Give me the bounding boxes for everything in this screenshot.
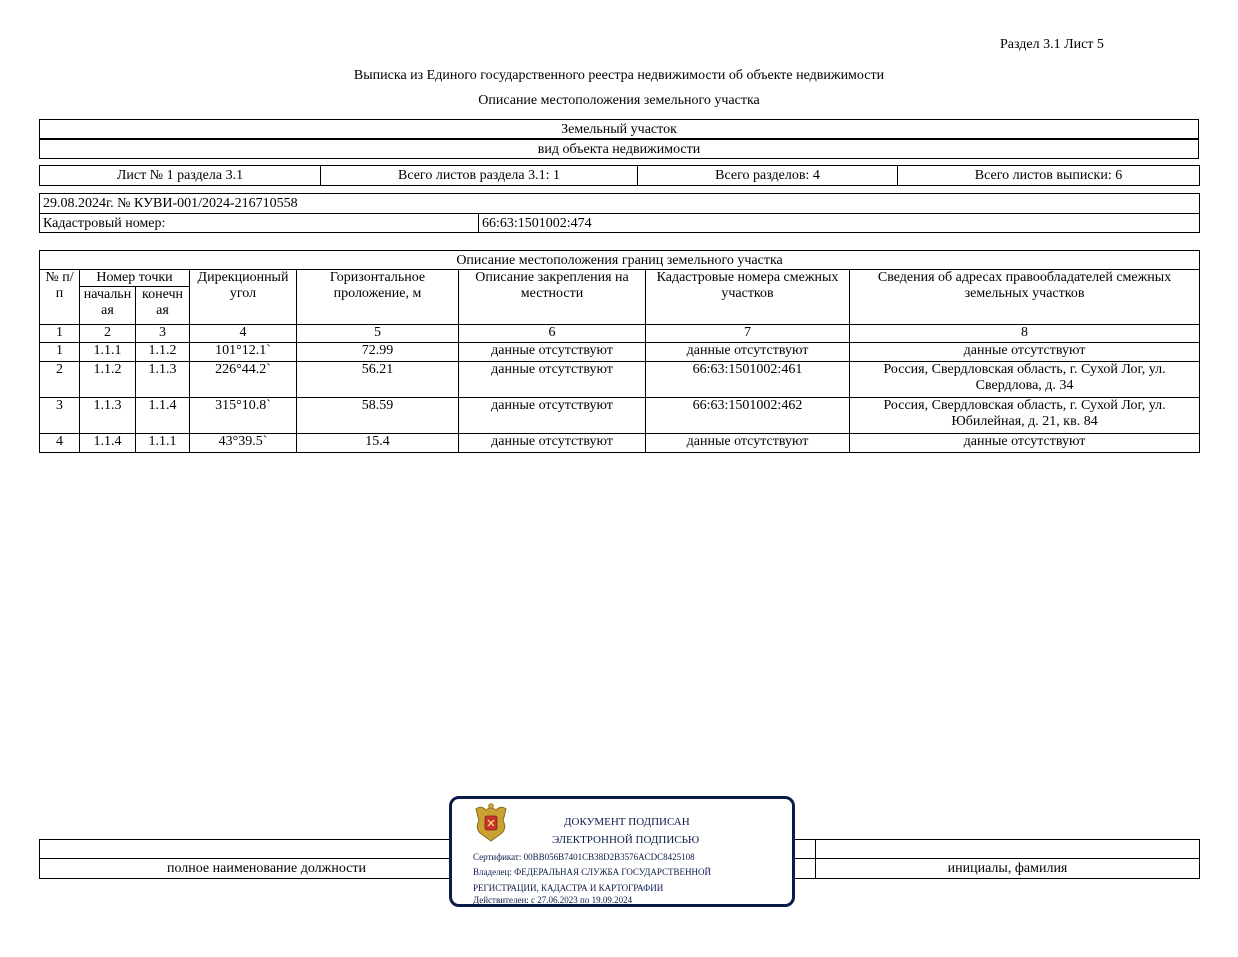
cell: 2 (40, 362, 80, 398)
cell: 1.1.3 (136, 362, 190, 398)
stamp-certificate: Сертификат: 00BB056B7401CB38D2B3576ACDC8425108 (473, 852, 695, 862)
total-sheets-section: Всего листов раздела 3.1: 1 (321, 166, 638, 186)
col-number: 7 (646, 325, 850, 343)
cell: 1.1.4 (80, 434, 136, 453)
cell: 1 (40, 343, 80, 362)
col-number: 1 (40, 325, 80, 343)
cell: 4 (40, 434, 80, 453)
header-neighbors: Кадастровые номера смежных участков (646, 270, 850, 325)
stamp-line-1: ДОКУМЕНТ ПОДПИСАН (564, 816, 690, 828)
total-sections: Всего разделов: 4 (638, 166, 898, 186)
cell: 72.99 (297, 343, 459, 362)
cell: данные отсутствуют (459, 343, 646, 362)
boundaries-title: Описание местоположения границ земельного участка (40, 251, 1200, 270)
cell: 315°10.8` (190, 398, 297, 434)
header-end: конечн ая (136, 287, 190, 325)
header-start: начальн ая (80, 287, 136, 325)
table-row (40, 434, 1200, 453)
stamp-owner-2: РЕГИСТРАЦИИ, КАДАСТРА И КАРТОГРАФИИ (473, 883, 664, 893)
object-type-caption: вид объекта недвижимости (39, 139, 1199, 159)
coat-of-arms-icon (472, 801, 510, 843)
stamp-owner-1: Владелец: ФЕДЕРАЛЬНАЯ СЛУЖБА ГОСУДАРСТВЕННОЙ (473, 867, 712, 877)
signature-name-field (816, 840, 1200, 859)
col-number: 6 (459, 325, 646, 343)
cell: 56.21 (297, 362, 459, 398)
document-info-table (39, 193, 1200, 233)
cell: 43°39.5` (190, 434, 297, 453)
cell: 1.1.2 (136, 343, 190, 362)
boundaries-table (39, 250, 1200, 453)
document-date-number: 29.08.2024г. № КУВИ-001/2024-216710558 (40, 194, 1200, 214)
cadastral-value: 66:63:1501002:474 (479, 214, 1200, 233)
cell: данные отсутствуют (459, 362, 646, 398)
name-caption: инициалы, фамилия (816, 859, 1200, 879)
cell: 101°12.1` (190, 343, 297, 362)
cell: 58.59 (297, 398, 459, 434)
header-point: Номер точки (80, 270, 190, 287)
cell: 1.1.1 (80, 343, 136, 362)
document-title: Выписка из Единого государственного реестра недвижимости об объекте недвижимости (353, 68, 885, 83)
cell: 226°44.2` (190, 362, 297, 398)
header-owners: Сведения об адресах правообладателей смежных земельных участков (850, 270, 1200, 325)
table-row (40, 343, 1200, 362)
sheet-info-table (39, 165, 1200, 186)
header-length: Горизонтальное проложение, м (297, 270, 459, 325)
table-row (40, 362, 1200, 398)
cell: данные отсутствуют (459, 434, 646, 453)
cell: 3 (40, 398, 80, 434)
cell: 1.1.4 (136, 398, 190, 434)
table-row (40, 398, 1200, 434)
header-fixing: Описание закрепления на местности (459, 270, 646, 325)
cell: данные отсутствуют (850, 343, 1200, 362)
cell: данные отсутствуют (459, 398, 646, 434)
cell: данные отсутствуют (646, 434, 850, 453)
header-angle: Дирекционный угол (190, 270, 297, 325)
section-sheet-label: Раздел 3.1 Лист 5 (1000, 37, 1104, 52)
cell: 66:63:1501002:461 (646, 362, 850, 398)
col-number: 2 (80, 325, 136, 343)
signature-position-field (40, 840, 494, 859)
cell: 1.1.1 (136, 434, 190, 453)
col-number: 5 (297, 325, 459, 343)
electronic-signature-stamp (449, 796, 795, 907)
cell: Россия, Свердловская область, г. Сухой Лог, ул. Свердлова, д. 34 (850, 362, 1200, 398)
total-sheets: Всего листов выписки: 6 (898, 166, 1200, 186)
position-caption: полное наименование должности (40, 859, 494, 879)
col-number: 8 (850, 325, 1200, 343)
col-number: 4 (190, 325, 297, 343)
cell: 66:63:1501002:462 (646, 398, 850, 434)
document-subtitle: Описание местоположения земельного участка (478, 93, 760, 108)
stamp-valid: Действителен: с 27.06.2023 по 19.09.2024 (473, 895, 633, 905)
header-num: № п/п (40, 270, 80, 325)
cell: 1.1.3 (80, 398, 136, 434)
cadastral-label: Кадастровый номер: (40, 214, 479, 233)
object-type: Земельный участок (39, 119, 1199, 139)
cell: 15.4 (297, 434, 459, 453)
col-number: 3 (136, 325, 190, 343)
stamp-line-2: ЭЛЕКТРОННОЙ ПОДПИСЬЮ (552, 834, 700, 846)
cell: 1.1.2 (80, 362, 136, 398)
cell: данные отсутствуют (850, 434, 1200, 453)
cell: данные отсутствуют (646, 343, 850, 362)
sheet-number: Лист № 1 раздела 3.1 (40, 166, 321, 186)
cell: Россия, Свердловская область, г. Сухой Лог, ул. Юбилейная, д. 21, кв. 84 (850, 398, 1200, 434)
